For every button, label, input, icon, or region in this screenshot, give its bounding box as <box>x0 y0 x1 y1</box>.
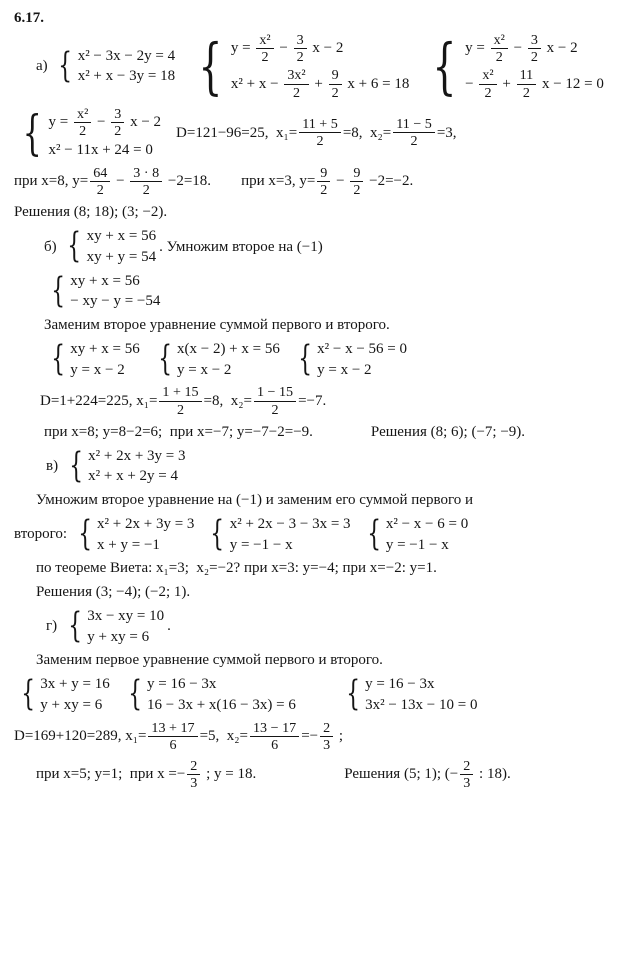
text-run: Умножим второе уравнение на (−1) и заменим его суммой первого и <box>36 492 473 509</box>
numerator: x² <box>256 32 273 49</box>
equation-system <box>65 447 186 487</box>
system-rows <box>68 272 160 312</box>
text-run: : 18). <box>475 766 511 783</box>
system-row <box>70 340 139 359</box>
text-run: x² − x − 56 = 0 <box>317 340 408 357</box>
fraction <box>317 165 330 198</box>
text-run: x² − 3x − 2y = 4 <box>77 47 176 64</box>
fraction <box>491 32 508 65</box>
numerator: 9 <box>350 165 363 182</box>
denominator: 2 <box>320 182 328 199</box>
numerator: 2 <box>460 758 473 775</box>
spacer <box>256 774 344 775</box>
math-line <box>8 106 612 160</box>
left-brace-icon: { <box>157 339 172 380</box>
system-row <box>317 361 371 380</box>
denominator: 6 <box>169 736 177 753</box>
fraction <box>159 384 201 417</box>
math-line <box>8 165 612 198</box>
equation-system <box>191 32 409 101</box>
system-row <box>386 515 468 534</box>
text-run: − <box>332 173 349 190</box>
fraction <box>187 758 200 791</box>
left-brace-icon: { <box>210 514 225 555</box>
numerator: x² <box>74 106 91 123</box>
left-brace-icon: { <box>51 339 66 380</box>
denominator: 2 <box>261 49 269 66</box>
fraction <box>250 720 299 753</box>
text-run: D=1+224=225, x₁= <box>40 392 158 409</box>
spacer <box>354 534 360 535</box>
denominator: 3 <box>463 775 471 792</box>
equation-system <box>294 340 407 380</box>
text-run: а) <box>36 58 52 75</box>
math-line <box>8 607 612 647</box>
equation-system <box>17 106 161 160</box>
text-run: xy + x = 56 <box>70 340 140 357</box>
equation-system <box>74 515 195 555</box>
left-brace-icon: { <box>432 30 457 102</box>
system-row <box>49 141 153 160</box>
math-line <box>8 720 612 753</box>
text-run: 3x² − 13x − 10 = 0 <box>365 696 478 713</box>
spacer <box>412 66 422 67</box>
equation-system <box>17 675 110 715</box>
system-rows <box>38 675 109 715</box>
denominator: 2 <box>522 84 530 101</box>
equation-system <box>363 515 469 555</box>
system-rows <box>95 515 194 555</box>
text-run: 16 − 3x + x(16 − 3x) = 6 <box>146 696 296 713</box>
system-rows <box>229 32 409 101</box>
text-run: =5, x₂= <box>199 727 248 744</box>
math-line <box>8 203 612 222</box>
text-run: Заменим второе уравнение суммой первого и второго. <box>44 317 390 334</box>
text-run: г) <box>46 618 61 635</box>
system-row <box>147 696 296 715</box>
spacer <box>113 694 121 695</box>
denominator: 2 <box>495 49 503 66</box>
left-brace-icon: { <box>58 45 73 86</box>
left-brace-icon: { <box>21 674 36 715</box>
fraction <box>74 106 91 139</box>
system-row <box>87 248 156 267</box>
math-line <box>8 675 612 715</box>
numerator: 1 + 15 <box>159 384 201 401</box>
text-run: y = −1 − x <box>385 536 449 553</box>
left-brace-icon: { <box>67 226 82 267</box>
text-run: x + y = −1 <box>97 536 160 553</box>
equation-system <box>47 340 140 380</box>
text-run: x − 12 = 0 <box>538 75 604 92</box>
numerator: x² <box>479 67 496 84</box>
text-run: −2=18. <box>164 173 212 190</box>
fraction <box>111 106 124 139</box>
math-line <box>8 227 612 267</box>
numerator: 2 <box>320 720 333 737</box>
system-rows <box>228 515 351 555</box>
text-run: =8, x₂= <box>203 392 252 409</box>
denominator: 3 <box>190 775 198 792</box>
numerator: 11 <box>517 67 537 84</box>
text-run: 3x − xy = 10 <box>87 607 165 624</box>
left-brace-icon: { <box>346 674 360 715</box>
text-run: =8, x₂= <box>342 124 392 141</box>
system-row <box>230 515 351 534</box>
system-rows <box>76 47 175 87</box>
text-run: x² − 11x + 24 = 0 <box>48 142 153 159</box>
denominator: 2 <box>530 49 538 66</box>
system-row <box>70 361 124 380</box>
text-run: y + xy = 6 <box>87 628 150 645</box>
fraction <box>284 67 308 100</box>
math-line <box>8 32 612 101</box>
denominator: 2 <box>79 123 87 140</box>
text-run: xy + x = 56 <box>70 272 140 289</box>
denominator: 2 <box>292 84 300 101</box>
system-row <box>177 361 231 380</box>
numerator: 9 <box>329 67 342 84</box>
system-row <box>40 696 102 715</box>
system-rows <box>86 447 185 487</box>
spacer <box>197 534 203 535</box>
left-brace-icon: { <box>22 104 42 161</box>
fraction <box>479 67 496 100</box>
text-run: x(x − 2) + x = 56 <box>176 340 280 357</box>
left-brace-icon: { <box>298 339 312 380</box>
numerator: 3x² <box>284 67 308 84</box>
text-run: . Умножим второе на (−1) <box>159 238 323 255</box>
text-run: x² − x − 6 = 0 <box>385 515 469 532</box>
system-rows <box>463 32 604 101</box>
system-rows <box>384 515 468 555</box>
text-run: при x=8, y= <box>14 173 89 190</box>
math-line <box>8 583 612 602</box>
text-run: xy + y = 54 <box>86 248 157 265</box>
math-line <box>8 384 612 417</box>
system-row <box>465 67 604 100</box>
fraction <box>256 32 273 65</box>
math-line <box>8 651 612 670</box>
denominator: 2 <box>410 133 418 150</box>
fraction <box>254 384 296 417</box>
spacer <box>164 132 176 133</box>
denominator: 2 <box>331 84 339 101</box>
denominator: 2 <box>316 133 324 150</box>
text-run: − <box>112 173 129 190</box>
system-row <box>231 67 409 100</box>
numerator: 1 − 15 <box>254 384 296 401</box>
fraction <box>393 116 435 149</box>
left-brace-icon: { <box>198 30 223 102</box>
text-run: б) <box>44 238 61 255</box>
fraction <box>130 165 162 198</box>
text-run: y = 16 − 3x <box>146 676 217 693</box>
problem-number: 6.17. <box>14 10 44 26</box>
text-run: . <box>167 618 171 635</box>
numerator: 3 <box>111 106 124 123</box>
text-run: x² + 2x + 3y = 3 <box>88 447 186 464</box>
numerator: x² <box>491 32 508 49</box>
left-brace-icon: { <box>68 606 82 647</box>
system-row <box>231 32 343 65</box>
text-run: Решения (8; 18); (3; −2). <box>14 204 168 221</box>
system-rows <box>85 227 156 267</box>
system-row <box>87 227 156 246</box>
text-run: + <box>310 75 327 92</box>
text-run: D=121−96=25, x₁= <box>176 124 298 141</box>
denominator: 2 <box>176 401 184 418</box>
math-line <box>8 447 612 487</box>
text-run: ; <box>335 727 344 744</box>
math-line <box>8 340 612 380</box>
system-rows <box>145 675 296 715</box>
system-row <box>70 292 160 311</box>
numerator: 3 <box>528 32 541 49</box>
math-line <box>8 559 612 578</box>
spacer <box>211 181 241 182</box>
system-row <box>97 536 160 555</box>
system-row <box>87 628 149 647</box>
text-run: x + 6 = 18 <box>343 75 410 92</box>
denominator: 2 <box>96 182 104 199</box>
system-row <box>88 447 185 466</box>
text-run: при x=3, y= <box>241 173 316 190</box>
numerator: 2 <box>187 758 200 775</box>
text-run: Решения (5; 1); (− <box>344 766 459 783</box>
text-run: =−7. <box>298 392 327 409</box>
left-brace-icon: { <box>69 445 83 486</box>
system-row <box>40 675 109 694</box>
system-rows <box>85 607 164 647</box>
equation-system <box>124 675 296 715</box>
document-content <box>8 32 612 791</box>
left-brace-icon: { <box>366 514 381 555</box>
system-row <box>230 536 293 555</box>
system-row <box>386 536 449 555</box>
system-rows <box>175 340 280 380</box>
spacer <box>283 359 291 360</box>
text-run: =− <box>301 727 319 744</box>
numerator: 3 · 8 <box>130 165 162 182</box>
denominator: 2 <box>142 182 150 199</box>
text-run: Решения (8; 6); (−7; −9). <box>370 423 526 440</box>
numerator: 13 + 17 <box>148 720 197 737</box>
text-run: x² + 2x + 3y = 3 <box>97 515 195 532</box>
text-run: Решения (3; −4); (−2; 1). <box>36 584 191 601</box>
text-run: y = −1 − x <box>229 536 293 553</box>
equation-system <box>425 32 604 101</box>
fraction <box>350 165 363 198</box>
text-run: y = x − 2 <box>317 361 372 378</box>
system-row <box>49 106 161 139</box>
text-run: x² + x − <box>230 75 283 92</box>
text-run: − <box>465 75 478 92</box>
text-run: − <box>275 40 292 57</box>
fraction <box>460 758 473 791</box>
text-run: x² + x − 3y = 18 <box>77 68 176 85</box>
left-brace-icon: { <box>51 270 66 311</box>
text-run: в) <box>46 457 62 474</box>
denominator: 2 <box>296 49 304 66</box>
text-run: x² + x + 2y = 4 <box>88 468 178 485</box>
text-run: y = 16 − 3x <box>365 676 435 693</box>
equation-system <box>342 675 478 715</box>
math-line <box>8 491 612 510</box>
system-row <box>365 696 477 715</box>
text-run: по теореме Виета: x₁=3; x₂=−2? при x=3: y=−4; при x=−2: y=1. <box>36 560 437 577</box>
text-run: x − 2 <box>308 40 344 57</box>
left-brace-icon: { <box>127 674 142 715</box>
spacer <box>178 66 188 67</box>
system-row <box>147 675 216 694</box>
spacer <box>299 694 339 695</box>
text-run: x² + 2x − 3 − 3x = 3 <box>229 515 351 532</box>
numerator: 64 <box>90 165 110 182</box>
text-run: второго: <box>14 526 71 543</box>
text-run: x − 2 <box>126 114 162 131</box>
system-row <box>465 32 577 65</box>
text-run: y + xy = 6 <box>40 696 103 713</box>
math-line <box>8 272 612 312</box>
system-row <box>87 607 164 626</box>
text-run: − <box>93 114 110 131</box>
fraction <box>294 32 307 65</box>
text-run: y = x − 2 <box>176 361 232 378</box>
fraction <box>320 720 333 753</box>
text-run: y = <box>230 40 255 57</box>
equation-system <box>63 227 156 267</box>
denominator: 2 <box>484 84 492 101</box>
text-run: D=169+120=289, x₁= <box>14 727 147 744</box>
system-rows <box>47 106 161 160</box>
text-run: + <box>498 75 515 92</box>
spacer <box>313 432 371 433</box>
numerator: 11 + 5 <box>299 116 341 133</box>
system-row <box>70 272 139 291</box>
text-run: −2=−2. <box>365 173 414 190</box>
math-line <box>8 758 612 791</box>
fraction <box>528 32 541 65</box>
denominator: 3 <box>323 736 331 753</box>
text-run: y = x − 2 <box>70 361 125 378</box>
fraction <box>90 165 110 198</box>
numerator: 3 <box>294 32 307 49</box>
system-row <box>88 467 178 486</box>
denominator: 6 <box>271 736 279 753</box>
system-rows <box>315 340 407 380</box>
fraction <box>329 67 342 100</box>
fraction <box>517 67 537 100</box>
denominator: 2 <box>114 123 122 140</box>
numerator: 11 − 5 <box>393 116 435 133</box>
system-row <box>78 47 175 66</box>
text-run: − xy − y = −54 <box>70 293 161 310</box>
math-line <box>8 423 612 442</box>
left-brace-icon: { <box>77 514 92 555</box>
system-rows <box>68 340 139 380</box>
equation-system <box>47 272 160 312</box>
text-run: при x=5; y=1; при x =− <box>36 766 186 783</box>
text-run: xy + x = 56 <box>86 228 157 245</box>
system-row <box>78 67 175 86</box>
text-run: 3x + y = 16 <box>40 676 110 693</box>
spacer <box>143 359 151 360</box>
system-row <box>317 340 407 359</box>
equation-system <box>206 515 350 555</box>
system-rows <box>363 675 477 715</box>
text-run: x − 2 <box>542 40 578 57</box>
equation-system <box>154 340 280 380</box>
numerator: 9 <box>317 165 330 182</box>
numerator: 13 − 17 <box>250 720 299 737</box>
equation-system <box>54 47 175 87</box>
math-line <box>8 515 612 555</box>
text-run: =3, <box>436 124 457 141</box>
equation-system <box>64 607 164 647</box>
system-row <box>97 515 194 534</box>
system-row <box>365 675 434 694</box>
denominator: 2 <box>353 182 361 199</box>
fraction <box>299 116 341 149</box>
text-run: y = <box>48 114 73 131</box>
text-run: y = <box>465 40 489 57</box>
denominator: 2 <box>271 401 279 418</box>
text-run: Заменим первое уравнение суммой первого и второго. <box>36 652 383 669</box>
text-run: при x=8; y=8−2=6; при x=−7; y=−7−2=−9. <box>44 423 313 440</box>
system-row <box>177 340 280 359</box>
text-run: ; y = 18. <box>202 766 257 783</box>
fraction <box>148 720 197 753</box>
math-line <box>8 316 612 335</box>
text-run: − <box>509 40 526 57</box>
